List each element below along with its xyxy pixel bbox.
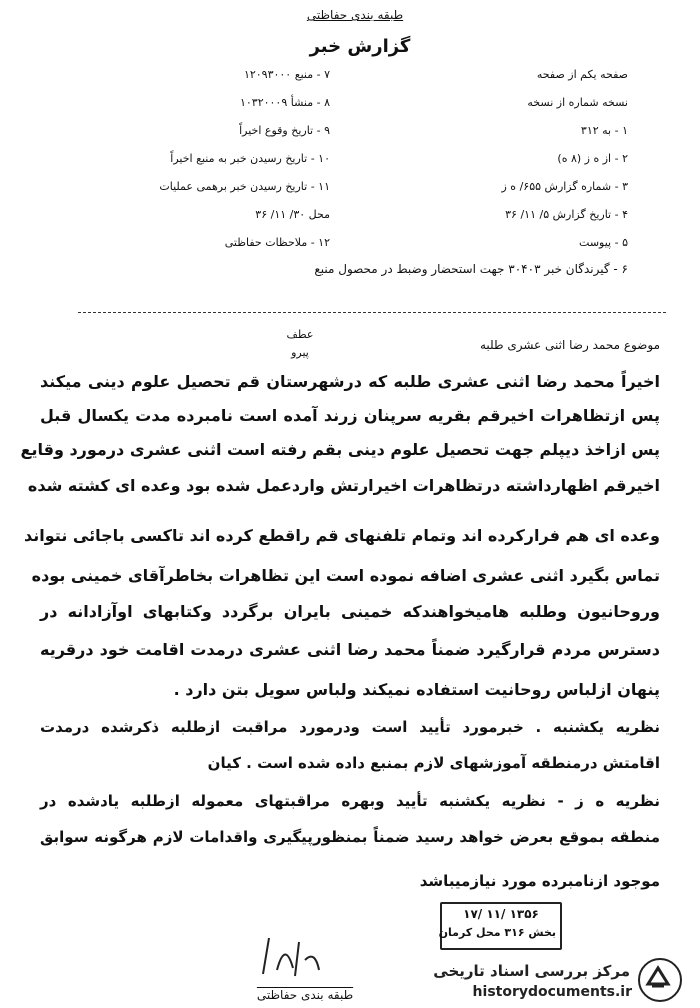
form-right-page: صفحه یکم از صفحه [536,68,628,81]
signature [255,930,325,980]
form-left-event-date: ۹ - تاریخ وقوع اخیراً [239,124,330,137]
classification-bottom: طبقه بندی حفاظتی [256,988,354,1002]
form-right-from: ۲ - از ه ز (۸ ه) [557,152,628,165]
watermark-url: historydocuments.ir [472,984,632,1000]
section-divider [78,312,666,313]
note-line: اقامتش درمنطقه آموزشهای لازم بمنبع داده شده است . کیان [207,754,660,772]
body-line: اخیرقم اظهارداشته درتظاهرات اخیرارتش واردعمل شده بود وعده ای کشته شده [27,476,660,495]
stamp-location: بخش ۳۱۶ محل کرمان [438,926,556,939]
body-line: وروحانیون وطلبه هامیخواهندکه خمینی بایران برگردد وکتابهای اوآزادانه در [40,602,660,621]
stamp-date: ۱۳۵۶ /۱۱ /۱۷ [463,907,539,921]
registration-stamp [440,902,562,950]
note-line: منطقه بموقع بعرض خواهد رسید ضمناً بمنظورپیگیری واقدامات لازم هرگونه سوابق [40,828,660,846]
form-left-source-date: ۱۰ - تاریخ رسیدن خبر به منبع اخیراً [170,152,330,165]
archive-logo-icon [638,958,682,1002]
note-line: موجود ازنامبرده مورد نیازمیباشد [419,872,660,890]
form-right-recipients: ۶ - گیرندگان خبر ۳۰۴۰۳ جهت استحضار وضبط در محصول منبع [314,262,628,276]
report-title: گزارش خبر [309,36,411,57]
form-left-ops-date: ۱۱ - تاریخ رسیدن خبر برهمی عملیات [159,180,330,193]
body-line: تماس بگیرد اثنی عشری اضافه نموده است این تظاهرات بخاطرآقای خمینی بوده [31,566,660,585]
subject-line: موضوع محمد رضا اثنی عشری طلبه [479,338,660,352]
classification-top: طبقه بندی حفاظتی [306,8,404,22]
form-left-place-date: محل ۳۰/ ۱۱/ ۳۶ [255,208,330,221]
form-right-report-number: ۳ - شماره گزارش ۶۵۵/ ه ز [501,180,628,193]
body-line: پس ازتظاهرات اخیرقم بقریه سرپنان زرند آمده است نامبرده مدت یکسال قبل [40,406,660,425]
reference-peyro: پیرو [291,346,309,359]
form-left-origin: ۸ - منشأ ۱۰۳۲۰۰۰۹ [239,96,330,109]
form-left-source: ۷ - منبع ۱۲۰۹۳۰۰۰ [243,68,330,81]
form-right-to: ۱ - به ۳۱۲ [580,124,628,137]
form-right-copy: نسخه شماره از نسخه [527,96,628,109]
watermark-text: مرکز بررسی اسناد تاریخی [433,962,630,980]
body-line: وعده ای هم فرارکرده اند وتمام تلفنهای قم راقطع کرده اند تاکسی باجائی نتواند [24,526,660,545]
form-right-attachment: ۵ - پیوست [579,236,628,249]
body-line: پنهان ازلباس روحانیت استفاده نمیکند ولباس سویل بتن دارد . [173,680,660,699]
body-line: اخیراً محمد رضا اثنی عشری طلبه که درشهرستان قم تحصیل علوم دینی میکند [40,372,660,391]
form-left-security-notes: ۱۲ - ملاحظات حفاظتی [224,236,330,249]
body-line: پس ازاخذ دیپلم جهت تحصیل علوم دینی بقم رفته است اثنی عشری درمورد وقایع [20,440,660,459]
body-line: دسترس مردم قرارگیرد ضمناً محمد رضا اثنی عشری درمدت اقامت خود درقریه [40,640,660,659]
note-line: نظریه یکشنبه . خبرمورد تأیید است ودرمورد مراقبت ازطلبه ذکرشده درمدت [40,718,660,736]
form-right-report-date: ۴ - تاریخ گزارش ۵/ ۱۱/ ۳۶ [505,208,628,221]
reference-atf: عطف [286,328,314,341]
note-line: نظریه ه ز - نظریه یکشنبه تأیید وبهره مراقبتهای معموله ازطلبه یادشده در [40,792,660,810]
